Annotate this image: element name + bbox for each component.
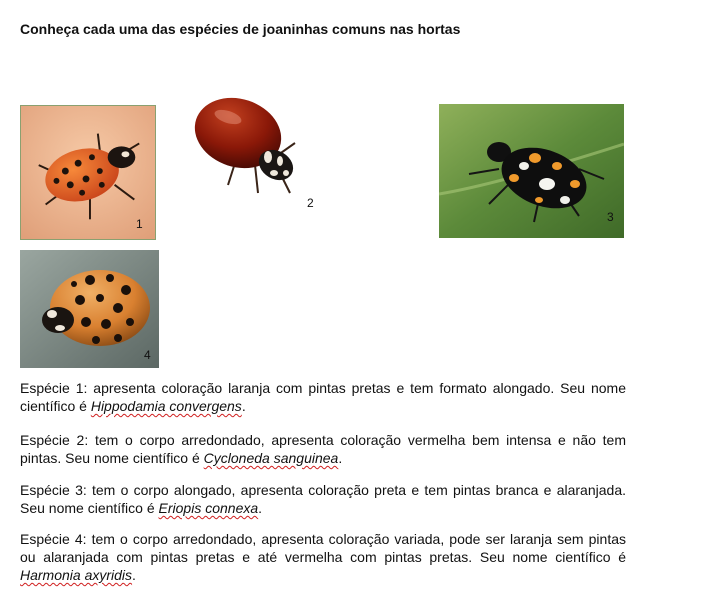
photo-number: 2	[307, 196, 314, 210]
scientific-name: Harmonia axyridis	[20, 567, 133, 583]
photo-number: 1	[136, 217, 143, 231]
species-3-description: Espécie 3: tem o corpo alongado, apresenta coloração preta e tem pintas branca e alaranjada. Seu nome científico é Eriopis connexa.	[20, 482, 626, 516]
ladybug-black-orange-spotted-icon	[439, 104, 624, 238]
page-title: Conheça cada uma das espécies de joaninhas comuns nas hortas	[20, 21, 461, 37]
ladybug-orange-spotted-icon	[21, 106, 155, 239]
photo-number: 4	[144, 348, 151, 362]
species-2-description: Espécie 2: tem o corpo arredondado, apresenta coloração vermelha bem intensa e não tem pintas. Seu nome científico é Cycloneda sanguinea.	[20, 432, 626, 466]
scientific-name: Cycloneda sanguinea	[203, 450, 339, 466]
photo-species-3	[439, 104, 624, 238]
photo-number: 3	[607, 210, 614, 224]
ladybug-red-icon	[180, 85, 325, 215]
species-1-description: Espécie 1: apresenta coloração laranja com pintas pretas e tem formato alongado. Seu nome científico é Hippodamia convergens.	[20, 380, 626, 414]
scientific-name: Hippodamia convergens	[90, 398, 242, 414]
photo-species-4	[20, 250, 159, 368]
ladybug-orange-black-spotted-icon	[20, 250, 159, 368]
scientific-name: Eriopis connexa	[158, 500, 259, 516]
photo-species-2	[180, 85, 325, 215]
species-4-description: Espécie 4: tem o corpo arredondado, apresenta coloração variada, pode ser laranja sem pintas ou alaranjada com pintas pretas e até vermelha com pintas pretas. Seu nome científico é Harmonia axyridis.	[20, 531, 626, 583]
photo-species-1	[20, 105, 156, 240]
